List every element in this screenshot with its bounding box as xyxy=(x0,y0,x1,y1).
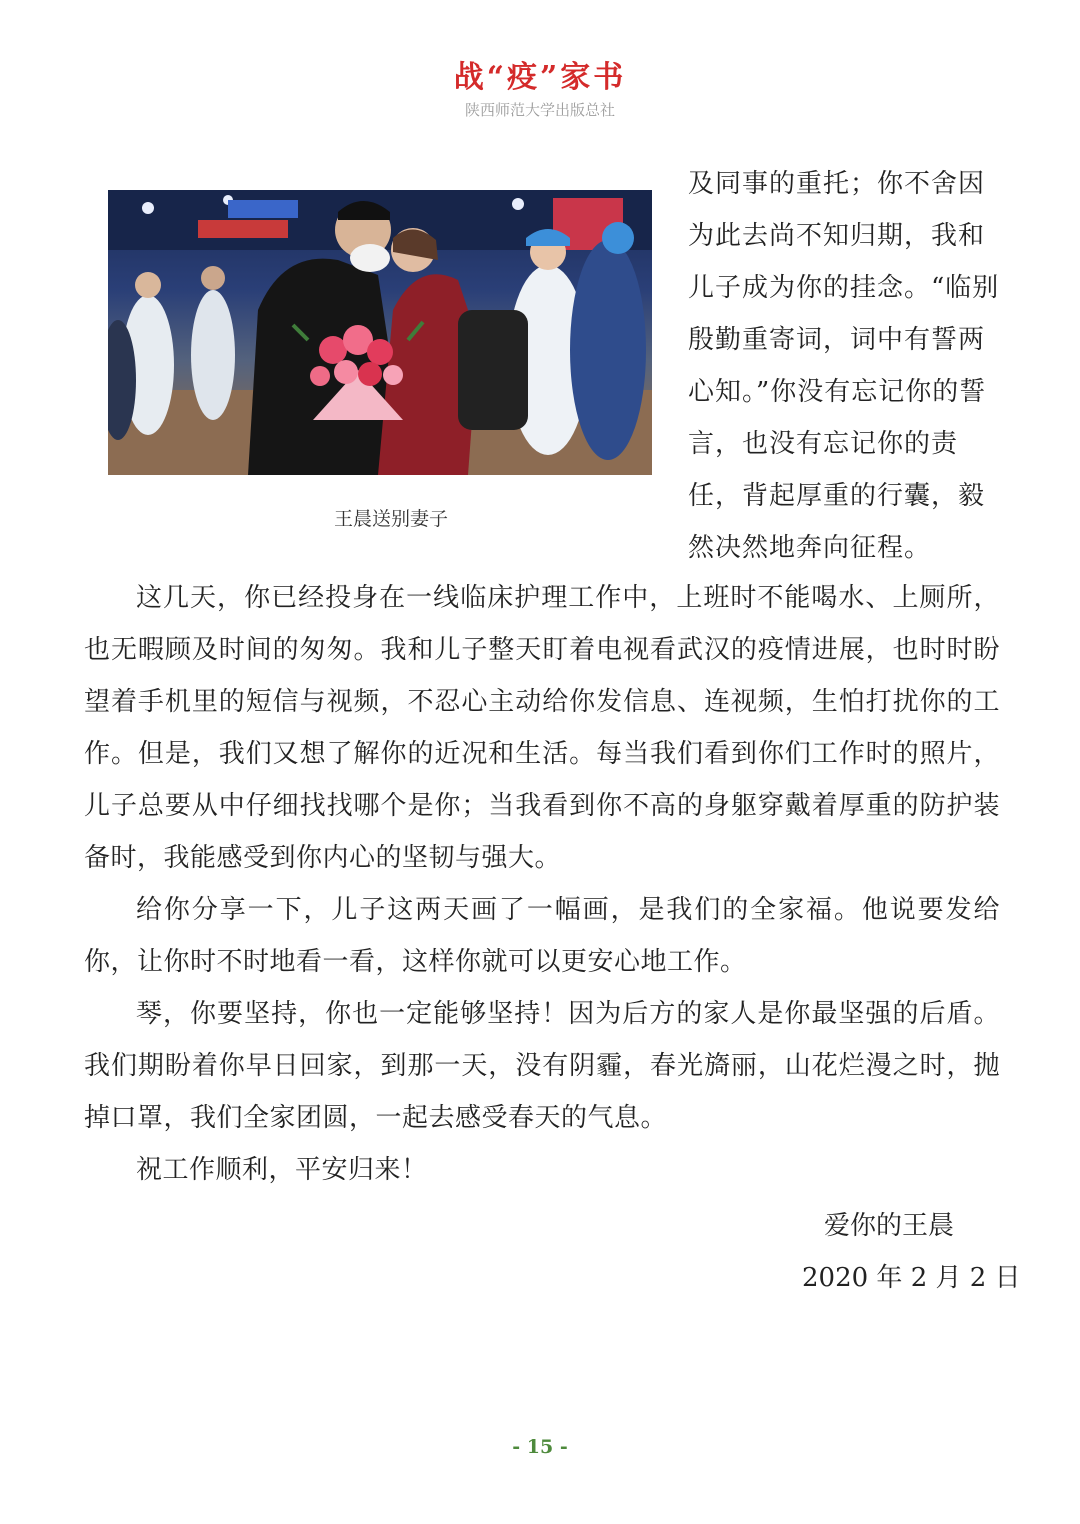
photo-illustration xyxy=(108,190,652,475)
farewell-photo xyxy=(108,190,652,475)
letter-paragraph-continued: 及同事的重托；你不舍因为此去尚不知归期，我和儿子成为你的挂念。“临别殷勤重寄词，词中有誓两心知。”你没有忘记你的誓言，也没有忘记你的责任，背起厚重的行囊，毅然决然地奔向征程。 xyxy=(688,169,1000,563)
page-header xyxy=(0,58,1080,120)
letter-side-column xyxy=(688,158,1000,574)
book-title: 战“疫”家书 xyxy=(453,60,627,95)
letter-signature: 爱你的王晨 xyxy=(824,1211,955,1241)
publisher-name: 陕西师范大学出版总社 xyxy=(464,101,615,119)
letter-paragraph: 祝工作顺利，平安归来！ xyxy=(136,1155,428,1185)
letter-date: 2020 年 2 月 2 日 xyxy=(802,1263,1021,1293)
letter-paragraph: 给你分享一下，儿子这两天画了一幅画，是我们的全家福。他说要发给你，让你时不时地看一看，这样你就可以更安心地工作。 xyxy=(84,895,1000,977)
letter-paragraph: 这几天，你已经投身在一线临床护理工作中，上班时不能喝水、上厕所，也无暇顾及时间的匆匆。我和儿子整天盯着电视看武汉的疫情进展，也时时盼望着手机里的短信与视频，不忍心主动给你发信息、连视频，生怕打扰你的工作。但是，我们又想了解你的近况和生活。每当我们看到你们工作时的照片，儿子总要从中仔细找找哪个是你；当我看到你不高的身躯穿戴着厚重的防护装备时，我能感受到你内心的坚韧与强大。 xyxy=(84,583,1000,873)
photo-caption: 王晨送别妻子 xyxy=(333,508,448,530)
letter-paragraph: 琴，你要坚持，你也一定能够坚持！因为后方的家人是你最坚强的后盾。我们期盼着你早日回家，到那一天，没有阴霾，春光旖丽，山花烂漫之时，抛掉口罩，我们全家团圆，一起去感受春天的气息。 xyxy=(84,999,1000,1133)
page-number: - 15 - xyxy=(512,1436,568,1458)
letter-body xyxy=(84,572,1000,1196)
